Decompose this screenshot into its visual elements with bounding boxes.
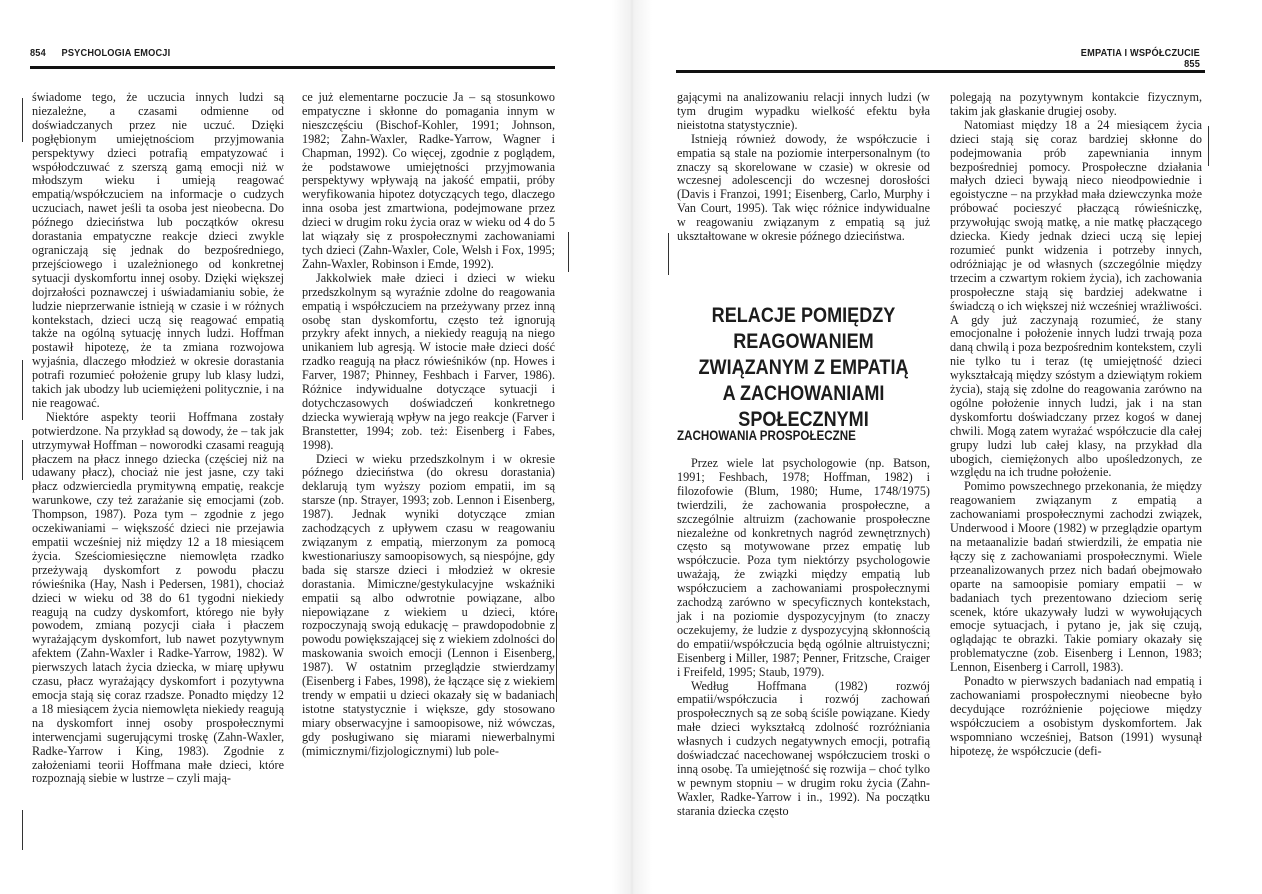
margin-pencil-mark (668, 233, 669, 275)
paragraph: ce już elementarne poczucie Ja – są stosunkowo empatyczne i skłonne do pomagania innym w nieszczęściu (Bischof-Kohler, 1991; Johnson, 1982; Zahn-Waxler, Radke-Yarrow, Wagner i Chapman, 1992). Co więcej, zgodnie z poglądem, że podstawowe umiejętności przyjmowania perspektywy wpływają na jakość empatii, próby weryfikowania hipotez dotyczących tego, dlaczego inna osoba jest zmartwiona, podejmowane przez dzieci w drugim roku życia oraz w wieku od 4 do 5 lat wiązały się z prospołecznymi zachowaniami tych dzieci (Zahn-Waxler, Cole, Welsh i Fox, 1995; Zahn-Waxler, Robinson i Emde, 1992). (302, 90, 555, 271)
margin-pencil-mark (568, 232, 569, 272)
paragraph: Dzieci w wieku przedszkolnym i w okresie późnego dzieciństwa (do okresu dorastania) deklarują tym wyższy poziom empatii, im są starsze (np. Strayer, 1993; zob. Lennon i Eisenberg, 1987). Jednak wyniki dotyczące zmian zachodzących z upływem czasu w reagowaniu związanym z empatią, mierzonym za pomocą kwestionariuszy samoopisowych, są niespójne, gdy bada się starsze dzieci i młodzież w okresie dorastania. Mimiczne/gestykulacyjne wskaźniki empatii są albo odwrotnie powiązane, albo niepowiązane z wiekiem u dzieci, które rozpoczynają swoją edukację – prawdopodobnie z powodu powiększającej się z wiekiem zdolności do maskowania swoich emocji (Lennon i Eisenberg, 1987). W ostatnim przeglądzie stwierdzamy (Eisenberg i Fabes, 1998), że łączące się z wiekiem trendy w empatii u dzieci okazały się w badaniach istotne statystycznie i większe, gdy stosowano miary obserwacyjne i samoopisowe, niż wówczas, gdy posługiwano się miarami niewerbalnymi (mimicznymi/fizjologicznymi) lub pole- (302, 451, 555, 758)
margin-pencil-mark (1208, 126, 1209, 166)
margin-pencil-mark (22, 360, 23, 420)
margin-pencil-mark (22, 810, 23, 850)
paragraph: Jakkolwiek małe dzieci i dzieci w wieku przedszkolnym są wyraźnie zdolne do reagowania empatią i współczuciem na przeżywany przez inną osobę stan dyskomfortu, często też ignorują przykry afekt innych, a niekiedy reagują na niego unikaniem lub agresją. W istocie małe dzieci dość rzadko reagują na płacz rówieśników (np. Howes i Farver, 1987; Phinney, Feshbach i Farver, 1986). Różnice indywidualne dotyczące sytuacji i dotychczasowych doświadczeń konkretnego dziecka wywierają wpływ na jego reakcje (Farver i Branstetter, 1994; zob. też: Eisenberg i Fabes, 1998). (302, 270, 555, 452)
right-running-head: EMPATIA I WSPÓŁCZUCIE (1080, 48, 1200, 59)
left-header-rule (30, 66, 555, 69)
paragraph: polegają na pozytywnym kontakcie fizycznym, takim jak głaskanie drugiej osoby. (950, 90, 1202, 118)
left-page-column-1 (32, 91, 284, 786)
margin-pencil-mark (22, 440, 23, 480)
right-page-column-1-bottom (677, 457, 930, 819)
paragraph: gającymi na analizowaniu relacji innych ludzi (w tym drugim wypadku wielkość efektu była nieistotna statystycznie). (677, 90, 930, 132)
right-header-rule (676, 70, 1205, 73)
book-gutter-shadow (612, 0, 652, 894)
right-page-column-1-top (677, 91, 930, 244)
margin-pencil-mark (22, 98, 23, 142)
paragraph: Ponadto w pierwszych badaniach nad empatią i zachowaniami prospołecznymi nieobecne było decydujące rozróżnienie pojęciowe między współczuciem a osobistym dyskomfortem. Jak wspomniano wcześniej, Batson (1991) wysunął hipotezę, że współczucie (defi- (950, 674, 1202, 758)
paragraph: świadome tego, że uczucia innych ludzi są niezależne, a czasami odmienne od doświadczanych przez nie uczuć. Dzięki pogłębionym umiejętnościom przyjmowania perspektywy dzieci potrafią empatyzować i współodczuwać z szerszą gamą emocji niż w młodszym wieku i umieją reagować empatią/współczuciem na informacje o cudzych uczuciach, nawet jeśli ta osoba jest nieobecna. Do późnego dzieciństwa lub początków okresu dorastania empatyczne reakcje dzieci zwykle ograniczają się jednak do bezpośredniego, przejściowego i uzależnionego od konkretnej sytuacji dyskomfortu innej osoby. Dzięki większej dojrzałości poznawczej i uświadamianiu sobie, że ludzie nieprzerwanie istnieją w czasie i w różnych kontekstach, dzieci uczą się reagować empatią także na ogólną sytuację innych ludzi. Hoffman postawił hipotezę, że ta zmiana rozwojowa wyjaśnia, dlaczego młodzież w okresie dorastania potrafi rozumieć położenie grupy lub klasy ludzi, takich jak ubodzy lub uciemiężeni politycznie, i na nie reagować. (32, 90, 284, 410)
paragraph: Istnieją również dowody, że współczucie i empatia są stale na poziomie interpersonalnym (to znaczy są skorelowane w czasie) w okresie od wczesnej adolescencji do wczesnej dorosłości (Davis i Franzoi, 1991; Eisenberg, Carlo, Murphy i Van Court, 1995). Tak więc różnice indywidualne w reagowaniu związanym z empatią są już ukształtowane w okresie późnego dzieciństwa. (677, 131, 930, 244)
right-page-header (1062, 48, 1200, 70)
paragraph: Natomiast między 18 a 24 miesiącem życia dzieci stają się coraz bardziej skłonne do podejmowania prób zapewniania innym bezpośredniej pomocy. Prospołeczne działania małych dzieci bywają nieco nieodpowiednie i egoistyczne – na przykład mała dziewczynka może próbować pocieszyć płaczącą rówieśniczkę, przywołując swoją matkę, a nie matkę płaczącego dziecka. Kiedy jednak dzieci uczą się lepiej rozumieć punkt widzenia i potrzeby innych, odróżniając je od własnych (szczególnie między trzecim a czwartym rokiem życia), ich zachowania prospołeczne stają się bardziej adekwatne i świadczą o ich większej niż wcześniej wrażliwości. A gdy już zaczynają rozumieć, że stany emocjonalne i położenie innych ludzi trwają poza daną chwilą i poza bezpośrednim kontekstem, czyli nie tylko tu i teraz (tę umiejętność dzieci wykształcają między szóstym a dziewiątym rokiem życia), stają się zdolne do reagowania zarówno na ogólne położenie innych ludzi, jak i na stan dyskomfortu doświadczany przez kogoś w danej chwili. Mogą zatem wyrażać współczucie dla całej grupy ludzi lub całej klasy, na przykład dla ubogich, ciemiężonych albo upośledzonych, ze względu na ich trudne położenie. (950, 117, 1202, 480)
left-page-column-2 (302, 91, 555, 759)
right-page-number: 855 (1184, 59, 1200, 70)
paragraph: Niektóre aspekty teorii Hoffmana zostały potwierdzone. Na przykład są dowody, że – tak jak utrzymywał Hoffman – noworodki czasami reagują płaczem na płacz innego dziecka (częściej niż na udawany płacz), chociaż nie jest jasne, czy taki płacz odzwierciedla prymitywną empatię, reakcje warunkowe, czy też zarażanie się emocjami (zob. Thompson, 1987). Poza tym – zgodnie z jego oczekiwaniami – większość dzieci nie przejawia empatii wcześniej niż między 12 a 18 miesiącem życia. Sześciomiesięczne niemowlęta rzadko przeżywają dyskomfort z powodu płaczu rówieśnika (Hay, Nash i Pedersen, 1981), chociaż dzieci w wieku od 38 do 61 tygodni niekiedy reagują na cudzy dyskomfort, którego nie były powodem, zmianą pozycji ciała i płaczem wyrażającym dyskomfort, lub nawet pozytywnym afektem (Zahn-Waxler i Radke-Yarrow, 1982). W pierwszych latach życia dziecka, w miarę upływu czasu, płacz wyrażający dyskomfort i pozytywna emocja stają się coraz rzadsze. Ponadto między 12 a 18 miesiącem życia niemowlęta niekiedy reagują na dyskomfort innej osoby prospołecznymi interwencjami sugerującymi troskę (Zahn-Waxler, Radke-Yarrow i King, 1983). Zgodnie z założeniami teorii Hoffmana małe dzieci, które rozpoznają siebie w lustrze – czyli mają- (32, 409, 284, 786)
paragraph: Według Hoffmana (1982) rozwój empatii/współczucia i rozwój zachowań prospołecznych są ze sobą ściśle powiązane. Kiedy małe dzieci wykształcą zdolność rozróżniania własnych i cudzych negatywnych emocji, potrafią doświadczać nacechowanej współczuciem troski o inną osobę. Ta umiejętność się rozwija – choć tylko w pewnym stopniu – w drugim roku życia (Zahn-Waxler, Radke-Yarrow i in., 1992). Na początku starania dziecka często (677, 678, 930, 818)
paragraph: Pomimo powszechnego przekonania, że między reagowaniem związanym z empatią a zachowaniami prospołecznymi zachodzi związek, Underwood i Moore (1982) w przeglądzie opartym na metaanalizie badań stwierdzili, że empatia nie łączy się z zachowaniami prospołecznymi. Wiele przeanalizowanych przez nich badań obejmowało oparte na samoopisie pomiary empatii – w badaniach tych prezentowano dzieciom serię scenek, które ukazywały ludzi w wywołujących emocje sytuacjach, i pytano je, jak się czują, oglądając te obrazki. Takie pomiary okazały się problematyczne (zob. Eisenberg i Lennon, 1983; Lennon, Eisenberg i Carroll, 1983). (950, 479, 1202, 675)
right-page-column-2 (950, 91, 1202, 759)
left-page-header (30, 48, 170, 66)
left-running-head: PSYCHOLOGIA EMOCJI (61, 48, 171, 59)
section-heading: RELACJE POMIĘDZY REAGOWANIEM ZWIĄZANYM Z EMPATIĄ A ZACHOWANIAMI SPOŁECZNYMI (698, 304, 909, 431)
margin-pencil-mark (556, 612, 557, 702)
left-page-number: 854 (30, 48, 46, 59)
paragraph: Przez wiele lat psychologowie (np. Batson, 1991; Feshbach, 1978; Hoffman, 1982) i filozofowie (Blum, 1980; Hume, 1748/1975) twierdzili, że zachowania prospołeczne, a szczególnie altruizm (zachowanie prospołeczne niezależne od konkretnych nagród zewnętrznych) często są motywowane przez empatię lub współczucie. Poza tym niektórzy psychologowie uważają, że związki między empatią lub współczuciem a zachowaniami prospołecznymi zachodzą zarówno w specyficznych kontekstach, jak i na poziomie dyspozycyjnym (to znaczy oczekujemy, że ludzie z dyspozycyjną skłonnością do empatii/współczucia będą ogólnie altruistyczni; Eisenberg i Miller, 1987; Penner, Fritzsche, Craiger i Freifeld, 1995; Staub, 1979). (677, 456, 930, 679)
subsection-heading: ZACHOWANIA PROSPOŁECZNE (677, 428, 856, 443)
